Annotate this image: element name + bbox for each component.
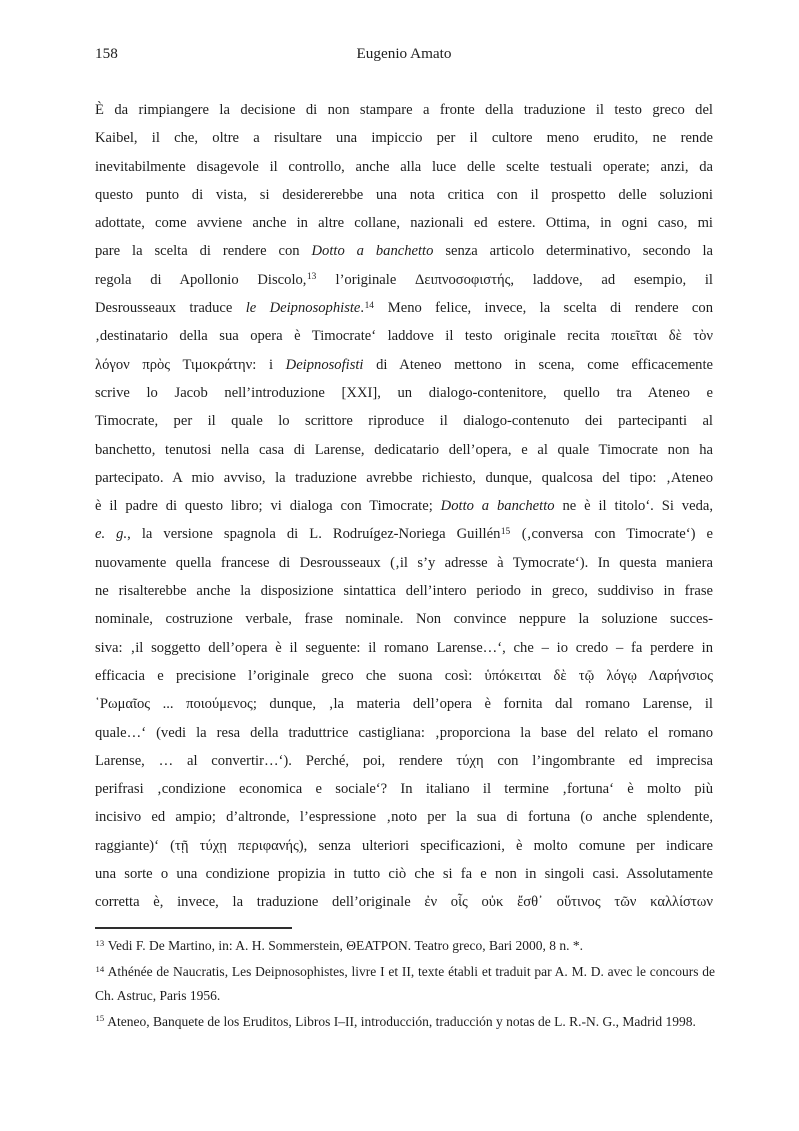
body-line [95, 832, 713, 860]
body-line [95, 322, 713, 350]
footnote-text: Athénée de Naucratis, Les Deipnosophistes, livre I et II, texte établi et traduit par A. M. D. avec le concours de Ch. Astruc, Paris 1956. [95, 964, 715, 1003]
body-line [95, 181, 713, 209]
text-segment: Larense, … al convertir…‘). Perché, poi, rendere τύχη con l’ingombrante ed imprecisa [95, 752, 713, 769]
footnote-separator [95, 927, 292, 929]
text-segment: (‚conversa con Timocrate‘) e [510, 526, 713, 543]
body-line [95, 266, 713, 294]
text-segment: efficacia e precisione l’originale greco che suona così: ὑπόκειται δὲ τῷ λόγῳ Λαρήνσιος [95, 667, 713, 684]
text-segment: pare la scelta di rendere con [95, 243, 312, 260]
text-segment: Timocrate, per il quale lo scrittore riproduce il dialogo-contenuto dei partecipanti al [95, 413, 713, 430]
body-line [95, 549, 713, 577]
text-segment: . [360, 300, 365, 317]
page-number: 158 [95, 45, 118, 62]
text-segment: Dotto a banchetto [440, 498, 555, 515]
footnote-text: Vedi F. De Martino, in: A. H. Sommerstein, ΘΕΑΤΡΟΝ. Teatro greco, Bari 2000, 8 n. *. [104, 938, 584, 953]
body-line [95, 124, 713, 152]
body-line [95, 492, 713, 520]
text-segment: questo punto di vista, si desidererebbe una nota critica con il prospetto delle soluzioni [95, 186, 713, 203]
text-segment: regola di Apollonio Discolo, [95, 271, 307, 288]
text-segment: ne risalterebbe anche la disposizione sintattica dell’intero periodo in greco, suddiviso in frase [95, 583, 713, 600]
body-line [95, 719, 713, 747]
body-line [95, 860, 713, 888]
footnote-marker: 14 [95, 963, 105, 974]
body-line [95, 775, 713, 803]
text-segment: scrive lo Jacob nell’introduzione [XXI], un dialogo-contenitore, quello tra Ateneo e [95, 384, 713, 401]
text-segment: l’originale Δειπνοσοφιστής, laddove, ad esempio, il [316, 271, 713, 288]
body-line [95, 634, 713, 662]
text-segment: nominale, costruzione verbale, frase nominale. Non convince neppure la soluzione succes- [95, 611, 713, 628]
footnote-reference: 14 [364, 300, 374, 311]
text-segment: inevitabilmente disagevole il controllo, anche alla luce delle scelte testuali operate; anzi, da [95, 158, 713, 175]
footnote [95, 960, 715, 1007]
text-segment: Meno felice, invece, la scelta di rendere con [374, 300, 713, 317]
text-segment: quale…‘ (vedi la resa della traduttrice castigliana: ‚proporciona la base del relato el romano [95, 724, 713, 741]
running-head: Eugenio Amato [356, 45, 452, 62]
text-segment: è il padre di questo libro; vi dialoga con Timocrate; [95, 498, 441, 515]
body-line [95, 803, 713, 831]
body-line [95, 237, 713, 265]
text-segment: Dotto a banchetto [311, 243, 434, 260]
text-segment: senza articolo determinativo, secondo la [433, 243, 713, 260]
footnote-text: Ateneo, Banquete de los Eruditos, Libros I–II, introducción, traducción y notas de L. R.-N. G., Madrid 1998. [104, 1013, 696, 1029]
body-line [95, 153, 713, 181]
text-segment: adottate, come avviene anche in altre collane, nazionali ed estere. Ottima, in ogni caso, mi [95, 215, 713, 232]
text-segment: una sorte o una condizione propizia in tutto ciò che si fa e non in singoli casi. Assolutamente [95, 866, 713, 883]
body-line [95, 605, 713, 633]
text-segment: perifrasi ‚condizione economica e sociale‘? In italiano il termine ‚fortuna‘ è molto più [95, 781, 713, 798]
body-line [95, 351, 713, 379]
text-segment: ῾Ρωμαῖος ... ποιούμενος; dunque, ‚la materia dell’opera è fornita dal romano Larense, il [95, 696, 713, 713]
footnote-marker: 13 [95, 937, 105, 948]
text-segment: Deipnosofisti [285, 356, 364, 373]
text-segment: Kaibel, il che, oltre a risultare una impiccio per il cultore meno erudito, ne rende [95, 130, 713, 147]
text-segment: , la versione spagnola di L. Rodruígez-Noriega Guillén [127, 526, 501, 543]
text-segment: raggiante)‘ (τῇ τύχῃ περιφανής), senza ulteriori specificazioni, è molto comune per indicare [95, 837, 713, 854]
text-segment: banchetto, tenutosi nella casa di Larense, dedicatario dell’opera, e al quale Timocrate non ha [95, 441, 713, 458]
footnotes-section [95, 934, 715, 1036]
text-segment: Desrousseaux traduce [95, 300, 246, 317]
body-line [95, 379, 713, 407]
body-line [95, 209, 713, 237]
body-line [95, 888, 713, 916]
text-segment: ‚destinatario della sua opera è Timocrate‘ laddove il testo originale recita ποιεῖται δὲ τὸν [95, 328, 713, 345]
body-line [95, 577, 713, 605]
text-segment: e. g. [95, 526, 128, 543]
body-line [95, 294, 713, 322]
text-segment: nuovamente quella francese di Desrousseaux (‚il s’y adresse à Tymocrate‘). In questa maniera [95, 554, 713, 571]
text-segment: corretta è, invece, la traduzione dell’originale ἐν οἷς οὐκ ἔσθ᾽ οὕτινος τῶν καλλίστων [95, 894, 713, 911]
footnote-marker: 15 [95, 1013, 105, 1024]
body-line [95, 662, 713, 690]
body-line [95, 464, 713, 492]
text-segment: le Deipnosophiste [245, 300, 361, 317]
text-segment: di Ateneo mettono in scena, come efficacemente [363, 356, 713, 373]
body-line [95, 520, 713, 548]
text-segment: partecipato. A mio avviso, la traduzione avrebbe richiesto, dunque, qualcosa del tipo: ‚Ateneo [95, 469, 713, 486]
page-header [95, 45, 713, 63]
text-segment: siva: ‚il soggetto dell’opera è il seguente: il romano Larense…‘, che – io credo – fa perdere in [95, 639, 713, 656]
footnote [95, 1010, 715, 1034]
text-segment: λόγον πρὸς Τιμοκράτην: i [95, 356, 286, 373]
text-segment: È da rimpiangere la decisione di non stampare a fronte della traduzione il testo greco del [95, 102, 713, 118]
footnote-reference: 13 [306, 272, 317, 283]
body-line [95, 747, 713, 775]
body-line [95, 96, 713, 124]
body-line [95, 690, 713, 718]
text-segment: ne è il titolo‘. Si veda, [554, 498, 713, 515]
footnote [95, 934, 715, 958]
body-text [95, 96, 713, 917]
text-segment: incisivo ed ampio; d’altronde, l’espressione ‚noto per la sua di fortuna (o anche splendente, [95, 809, 713, 826]
body-line [95, 407, 713, 435]
footnote-reference: 15 [500, 526, 511, 537]
body-line [95, 436, 713, 464]
